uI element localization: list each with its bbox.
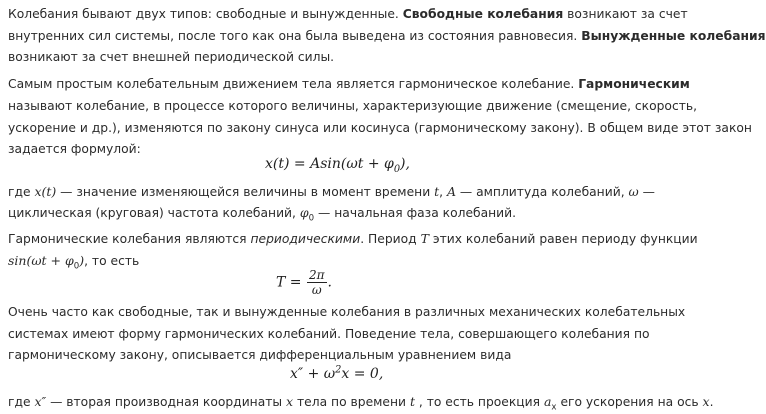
text: тела по времени — [293, 395, 410, 409]
math-subscript: 0 — [308, 213, 315, 224]
text: Колебания бывают двух типов: свободные и вынужденные. — [8, 7, 403, 21]
paragraph-6-line-1 — [8, 392, 714, 413]
math-a: a — [543, 394, 552, 409]
formula-differential-equation — [290, 364, 383, 385]
math-x-double-prime: x″ — [34, 394, 47, 409]
text: . Период — [360, 232, 421, 246]
formula-subscript: 0 — [393, 163, 401, 175]
text: задается формулой: — [8, 142, 141, 156]
paragraph-1-line-3 — [8, 47, 334, 68]
paragraph-5-line-2 — [8, 324, 650, 345]
formula-superscript: 2 — [335, 364, 342, 376]
math-subscript: x — [551, 402, 557, 413]
math-omega: ω — [628, 184, 639, 199]
math-t: t — [409, 394, 415, 409]
formula-lhs: T = — [276, 274, 306, 291]
paragraph-5-line-3 — [8, 345, 511, 366]
math-x-t: x(t) — [34, 184, 57, 199]
fraction-denominator: ω — [311, 283, 322, 297]
emphasis-periodic: периодическими — [250, 232, 361, 246]
formula-part: x″ + ω — [290, 366, 336, 382]
term-free-oscillations: Свободные колебания — [402, 7, 564, 21]
text: Гармонические колебания являются — [8, 232, 251, 246]
paragraph-2-line-4 — [8, 139, 141, 160]
text: — начальная фаза колебаний. — [314, 206, 517, 220]
text: гармоническому закону, описывается дифференциальным уравнением вида — [8, 348, 512, 362]
text: возникают за счет внешней периодической силы. — [8, 50, 335, 64]
math-t: t — [434, 184, 440, 199]
paragraph-3-line-1 — [8, 182, 655, 203]
text: — вторая производная координаты — [46, 395, 287, 409]
text: Очень часто как свободные, так и вынужденные колебания в различных механических колебательных — [8, 305, 686, 319]
text: , то есть — [84, 254, 140, 268]
paragraph-1-line-2 — [8, 26, 766, 47]
text: этих колебаний равен периоду функции — [428, 232, 698, 246]
fraction — [307, 268, 327, 297]
text: — значение изменяющейся величины в момент времени — [56, 185, 435, 199]
math-phi: φ — [299, 205, 309, 220]
text: его ускорения на ось — [556, 395, 703, 409]
text: где — [8, 185, 35, 199]
paragraph-2-line-1 — [8, 74, 690, 95]
text: системах имеют форму гармонических колебаний. Поведение тела, совершающего колебания по — [8, 327, 650, 341]
text: , — [439, 185, 447, 199]
text: ускорение и др.), изменяются по закону синуса или косинуса (гармоническому закону). В общем виде этот закон — [8, 121, 752, 135]
term-forced-oscillations: Вынужденные колебания — [581, 29, 766, 43]
text: возникают за счет — [563, 7, 688, 21]
formula-part: x = 0, — [341, 366, 384, 382]
paragraph-4-line-1 — [8, 229, 698, 250]
paragraph-2-line-2 — [8, 96, 697, 117]
paragraph-4-line-2 — [8, 251, 139, 272]
fraction-numerator: 2π — [308, 268, 325, 282]
formula-end: . — [327, 274, 332, 291]
formula-harmonic-law — [265, 154, 410, 175]
text: Самым простым колебательным движением тела является гармоническое колебание. — [8, 77, 579, 91]
math-sin: sin(ωt + φ — [8, 253, 74, 268]
text: называют колебание, в процессе которого величины, характеризующие движение (смещение, скорость, — [8, 99, 698, 113]
math-A: A — [446, 184, 456, 199]
formula-rhs: Asin(ωt + φ — [310, 156, 394, 172]
paragraph-1-line-1 — [8, 4, 688, 25]
formula-period — [276, 268, 332, 297]
math-paren: ) — [79, 253, 85, 268]
term-harmonic: Гармоническим — [578, 77, 690, 91]
math-subscript: 0 — [73, 261, 80, 272]
formula-end: ), — [400, 156, 410, 172]
paragraph-2-line-3 — [8, 118, 752, 139]
text: , то есть проекция — [414, 395, 544, 409]
paragraph-3-line-2 — [8, 203, 516, 224]
formula-lhs: x(t) = — [265, 156, 311, 172]
text: циклическая (круговая) частота колебаний, — [8, 206, 300, 220]
math-x: x — [702, 394, 710, 409]
text: — — [638, 185, 655, 199]
paragraph-5-line-1 — [8, 302, 685, 323]
text: внутренних сил системы, после того как она была выведена из состояния равновесия. — [8, 29, 582, 43]
text: . — [709, 395, 714, 409]
math-x: x — [286, 394, 294, 409]
math-T: T — [420, 231, 429, 246]
text: — амплитуда колебаний, — [455, 185, 629, 199]
text: где — [8, 395, 35, 409]
